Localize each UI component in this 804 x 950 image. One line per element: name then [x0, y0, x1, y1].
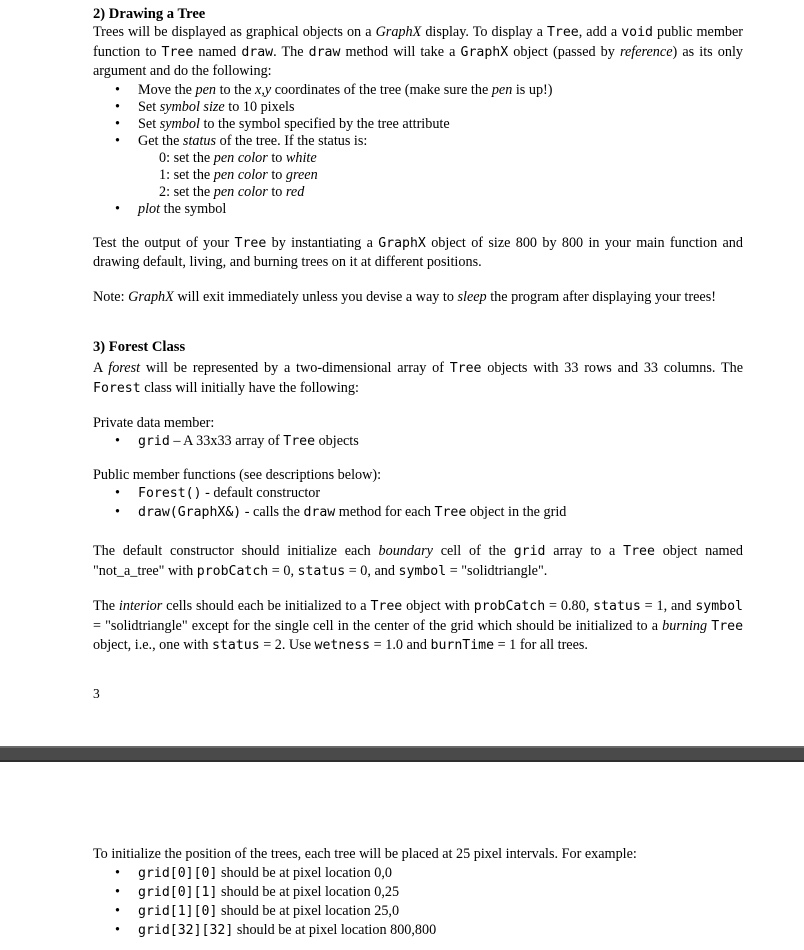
- bullet-list: [93, 201, 743, 218]
- code-term: GraphX: [460, 44, 509, 60]
- code-term: burnTime: [430, 638, 495, 653]
- code-term: grid[0][0]: [138, 865, 218, 881]
- paragraph: To initialize the position of the trees, each tree will be placed at 25 pixel intervals. For example:: [93, 846, 637, 862]
- section-heading: 2) Drawing a Tree: [93, 6, 206, 22]
- paragraph: Public member functions (see descriptions below):: [93, 466, 382, 483]
- emphasis: reference: [619, 43, 673, 60]
- list-item: • grid[1][0] should be at pixel location 25,0: [93, 902, 743, 921]
- emphasis: plot: [138, 200, 161, 217]
- emphasis: pen color: [213, 166, 268, 183]
- emphasis: pen: [195, 81, 217, 98]
- code-term: draw: [308, 44, 341, 60]
- code-term: GraphX: [378, 235, 426, 251]
- code-term: draw: [303, 505, 336, 520]
- code-term: draw: [241, 44, 274, 60]
- code-term: grid[32][32]: [138, 922, 234, 938]
- status-case: 2: set the pen color to red: [159, 183, 305, 200]
- paragraph: Trees will be displayed as graphical objects on a GraphX display. To display a Tree, add a void public member function to Tree named draw. The draw method will take a GraphX object (passed by reference) as its only argument and do the following:: [93, 24, 743, 79]
- code-term: status: [593, 599, 641, 614]
- bullet-list: [93, 864, 743, 940]
- code-term: Tree: [546, 25, 579, 40]
- code-term: void: [621, 25, 653, 40]
- list-item: • grid[32][32] should be at pixel location 800,800: [93, 921, 743, 940]
- code-term: Tree: [370, 599, 403, 614]
- paragraph: Test the output of your Tree by instantiating a GraphX object of size 800 by 800 in your main function and drawing default, living, and burning trees on it at different positions.: [93, 234, 743, 270]
- code-term: Tree: [234, 235, 267, 251]
- list-item: • grid[0][0] should be at pixel location 0,0: [93, 864, 743, 883]
- list-item: • Move the pen to the x,y coordinates of the tree (make sure the pen is up!): [93, 82, 743, 99]
- code-term: Forest(): [138, 486, 202, 501]
- emphasis: green: [285, 166, 318, 183]
- emphasis: x,y: [255, 81, 272, 98]
- list-item: • grid – A 33x33 array of Tree objects: [93, 433, 743, 450]
- emphasis: symbol: [159, 115, 200, 132]
- emphasis: GraphX: [128, 288, 174, 305]
- section-tree-positions: [93, 845, 743, 940]
- emphasis: status: [182, 132, 217, 149]
- paragraph: A forest will be represented by a two-dimensional array of Tree objects with 33 rows and 33 columns. The Forest class will initially have the following:: [93, 360, 744, 396]
- paragraph: Private data member:: [93, 415, 215, 431]
- paragraph: The interior cells should each be initialized to a Tree object with probCatch = 0.80, status = 1, and symbol = "solidtriangle" except for the single cell in the center of the grid which should be initialized to a burning Tree object, i.e., one with status = 2. Use wetness = 1.0 and burnTime = 1 for all trees.: [93, 598, 744, 653]
- list-item: • grid[0][1] should be at pixel location 0,25: [93, 883, 743, 902]
- list-item: • Set symbol to the symbol specified by the tree attribute: [93, 116, 743, 133]
- code-term: grid[0][1]: [138, 884, 218, 900]
- note-paragraph: Note: GraphX will exit immediately unless you devise a way to sleep the program after displaying your trees!: [93, 288, 716, 305]
- code-term: probCatch: [196, 563, 269, 579]
- bullet-list: [93, 433, 743, 450]
- emphasis: burning: [662, 617, 708, 634]
- status-case: 0: set the pen color to white: [159, 149, 317, 166]
- emphasis: sleep: [457, 288, 487, 305]
- bullet-list: [93, 484, 743, 522]
- emphasis: forest: [108, 360, 141, 376]
- code-term: Tree: [161, 44, 194, 60]
- code-term: Tree: [283, 433, 316, 449]
- code-term: grid: [138, 433, 170, 449]
- status-case: 1: set the pen color to green: [159, 166, 318, 183]
- page-separator: [0, 746, 804, 762]
- list-item: • plot the symbol: [93, 201, 743, 218]
- code-term: wetness: [314, 638, 371, 653]
- code-term: status: [212, 638, 260, 653]
- section-drawing-a-tree: [93, 6, 743, 306]
- emphasis: interior: [118, 598, 163, 614]
- page-number: 3: [93, 686, 100, 701]
- code-term: status: [297, 563, 346, 579]
- code-term: Tree: [623, 544, 655, 559]
- list-item: • Set symbol size to 10 pixels: [93, 99, 743, 116]
- code-term: grid: [513, 544, 546, 559]
- code-term: Tree: [449, 361, 482, 376]
- code-term: probCatch: [473, 599, 546, 614]
- code-term: draw(GraphX&): [138, 505, 242, 520]
- emphasis: symbol size: [159, 98, 225, 115]
- section-forest-class: [93, 339, 743, 656]
- code-term: Forest: [93, 380, 141, 396]
- emphasis: pen: [491, 81, 513, 98]
- emphasis: GraphX: [375, 24, 422, 40]
- code-term: Tree: [434, 505, 467, 520]
- emphasis: white: [285, 149, 317, 166]
- section-heading: 3) Forest Class: [93, 339, 186, 355]
- bullet-list: [93, 82, 743, 150]
- paragraph: The default constructor should initialize each boundary cell of the grid array to a Tree object named "not_a_tree" with probCatch = 0, status = 0, and symbol = "solidtriangle".: [93, 543, 743, 579]
- code-term: Tree: [711, 618, 744, 634]
- code-term: symbol: [398, 563, 447, 579]
- code-term: grid[1][0]: [138, 903, 218, 919]
- emphasis: red: [285, 183, 305, 200]
- list-item: • Forest() - default constructor: [93, 484, 743, 503]
- list-item: • draw(GraphX&) - calls the draw method for each Tree object in the grid: [93, 503, 743, 522]
- document-page-4: [0, 762, 804, 950]
- code-term: symbol: [695, 599, 743, 614]
- list-item: • Get the status of the tree. If the status is:: [93, 133, 743, 150]
- emphasis: pen color: [213, 183, 268, 200]
- emphasis: pen color: [213, 149, 268, 166]
- emphasis: boundary: [378, 543, 433, 559]
